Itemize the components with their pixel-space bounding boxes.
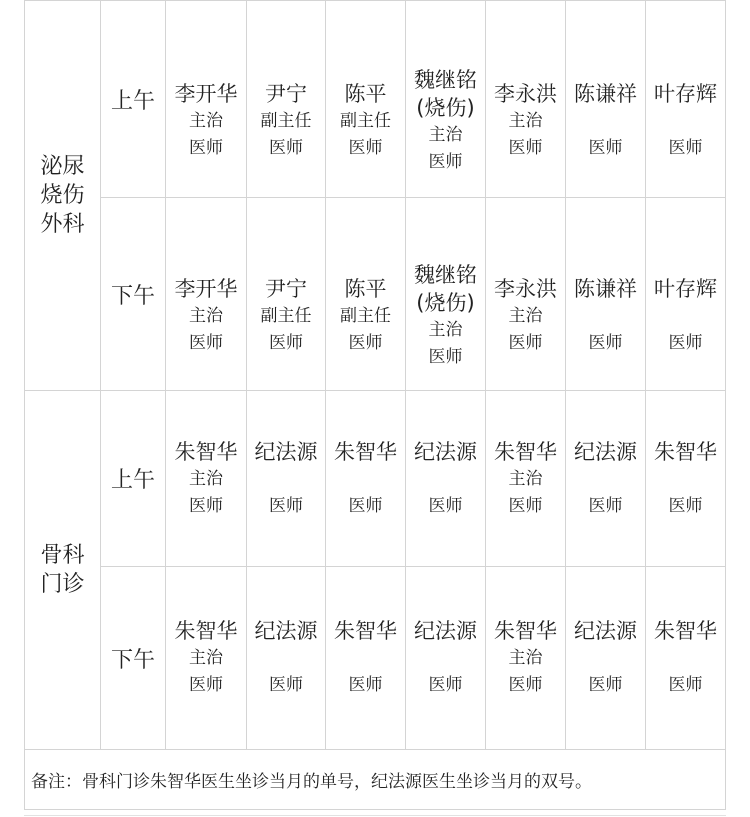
session-label: 上午 [101, 391, 166, 567]
cell-padding [166, 36, 246, 80]
doctor-name: 魏继铭 [414, 68, 477, 92]
doctor-name-note: (烧伤) [416, 291, 475, 315]
doctor-title-suffix: 医师 [269, 333, 303, 353]
doctor-title: 副主任 [260, 306, 312, 326]
doctor-title-suffix: 医师 [508, 675, 543, 695]
doctor-cell [406, 1, 486, 198]
doctor-title: 副主任 [260, 111, 312, 131]
doctor-title-blank [646, 645, 725, 672]
department-name-line: 外科 [40, 212, 85, 237]
doctor-cell [166, 198, 247, 391]
doctor-title-suffix: 医师 [428, 347, 463, 367]
doctor-cell [326, 1, 406, 198]
doctor-name-note: (烧伤) [416, 96, 475, 120]
doctor-title: 主治 [428, 320, 463, 340]
cell-padding [486, 36, 565, 80]
doctor-cell [486, 391, 566, 567]
doctor-title: 主治 [508, 306, 543, 326]
department-name-line: 骨科 [40, 543, 85, 568]
department-cell [25, 1, 101, 391]
cell-padding [566, 231, 645, 275]
doctor-title-blank [646, 303, 725, 330]
doctor-title-suffix: 医师 [588, 138, 623, 158]
doctor-title-suffix: 医师 [189, 675, 223, 695]
doctor-title-suffix: 医师 [348, 138, 383, 158]
doctor-title-suffix: 医师 [588, 495, 623, 516]
doctor-title: 主治 [189, 648, 223, 668]
doctor-name: 叶存辉 [654, 82, 717, 106]
doctor-title-blank [247, 645, 325, 672]
doctor-name: 朱智华 [654, 619, 717, 643]
schedule-row [25, 391, 726, 567]
doctor-title-suffix: 医师 [189, 138, 223, 158]
doctor-name: 李开华 [174, 82, 238, 106]
doctor-title-suffix: 医师 [508, 138, 543, 158]
doctor-title-blank [646, 466, 725, 493]
cell-padding [646, 36, 725, 80]
bottom-divider [24, 815, 726, 816]
doctor-cell [486, 567, 566, 750]
schedule-table [24, 0, 726, 810]
doctor-cell [166, 391, 247, 567]
department-cell [25, 391, 101, 750]
doctor-title: 副主任 [340, 111, 391, 131]
doctor-cell [326, 198, 406, 391]
doctor-title-blank [646, 108, 725, 135]
schedule-body [25, 1, 726, 810]
schedule-row [25, 1, 726, 198]
doctor-name: 陈谦祥 [574, 277, 637, 301]
doctor-title: 主治 [508, 468, 543, 489]
doctor-title-blank [566, 303, 645, 330]
department-name-line: 烧伤 [40, 183, 85, 208]
doctor-name: 尹宁 [265, 277, 307, 301]
doctor-name: 纪法源 [414, 439, 477, 464]
doctor-name: 朱智华 [174, 439, 238, 464]
doctor-title-blank [326, 466, 405, 493]
doctor-title-suffix: 医师 [508, 333, 543, 353]
doctor-cell [566, 391, 646, 567]
cell-padding [326, 36, 405, 80]
doctor-title-blank [326, 645, 405, 672]
doctor-title-blank [566, 108, 645, 135]
doctor-cell [486, 198, 566, 391]
doctor-cell [646, 198, 726, 391]
doctor-name: 纪法源 [254, 619, 318, 643]
doctor-cell [247, 391, 326, 567]
doctor-cell [646, 567, 726, 750]
doctor-cell [646, 391, 726, 567]
doctor-name: 尹宁 [265, 82, 307, 106]
doctor-title-suffix: 医师 [269, 138, 303, 158]
doctor-title-suffix: 医师 [348, 495, 383, 516]
doctor-title-suffix: 医师 [269, 675, 303, 695]
doctor-title-suffix: 医师 [269, 495, 303, 516]
doctor-cell [566, 198, 646, 391]
doctor-title-blank [406, 645, 485, 672]
doctor-cell [566, 1, 646, 198]
doctor-name: 纪法源 [254, 439, 318, 464]
doctor-cell [247, 198, 326, 391]
department-name-line: 门诊 [40, 572, 85, 597]
doctor-name: 朱智华 [494, 439, 557, 464]
cell-padding [326, 231, 405, 275]
doctor-name: 纪法源 [414, 619, 477, 643]
session-label: 上午 [101, 1, 166, 198]
doctor-cell [247, 1, 326, 198]
doctor-name: 纪法源 [574, 619, 637, 643]
doctor-name: 朱智华 [174, 619, 238, 643]
doctor-name: 李永洪 [494, 277, 557, 301]
cell-padding [247, 231, 325, 275]
doctor-name: 陈平 [344, 82, 387, 106]
doctor-title-suffix: 医师 [428, 152, 463, 172]
doctor-name: 朱智华 [334, 619, 397, 643]
cell-padding [166, 231, 246, 275]
doctor-title-suffix: 医师 [668, 138, 703, 158]
doctor-title-suffix: 医师 [508, 495, 543, 516]
doctor-title-suffix: 医师 [189, 495, 223, 516]
doctor-title: 主治 [508, 648, 543, 668]
doctor-cell [166, 1, 247, 198]
doctor-title-blank [406, 466, 485, 493]
doctor-title: 副主任 [340, 306, 391, 326]
doctor-title: 主治 [428, 125, 463, 145]
doctor-title: 主治 [189, 111, 223, 131]
doctor-cell [326, 567, 406, 750]
doctor-title-suffix: 医师 [348, 675, 383, 695]
doctor-title-suffix: 医师 [668, 675, 703, 695]
doctor-name: 叶存辉 [654, 277, 717, 301]
doctor-cell [326, 391, 406, 567]
cell-padding [406, 22, 485, 66]
doctor-cell [486, 1, 566, 198]
doctor-title-blank [247, 466, 325, 493]
cell-padding [566, 36, 645, 80]
doctor-title: 主治 [508, 111, 543, 131]
cell-padding [646, 231, 725, 275]
doctor-name: 朱智华 [494, 619, 557, 643]
doctor-cell [406, 567, 486, 750]
cell-padding [406, 217, 485, 261]
session-label: 下午 [101, 567, 166, 750]
doctor-title-suffix: 医师 [588, 333, 623, 353]
department-name-line: 泌尿 [40, 154, 85, 179]
doctor-title-suffix: 医师 [428, 495, 463, 516]
cell-padding [247, 36, 325, 80]
doctor-title-suffix: 医师 [189, 333, 223, 353]
doctor-cell [406, 391, 486, 567]
schedule-note: 备注：骨科门诊朱智华医生坐诊当月的单号，纪法源医生坐诊当月的双号。 [25, 750, 726, 810]
doctor-cell [646, 1, 726, 198]
session-label: 下午 [101, 198, 166, 391]
doctor-title-blank [566, 645, 645, 672]
doctor-name: 李开华 [174, 277, 238, 301]
schedule-row [25, 198, 726, 391]
doctor-name: 朱智华 [334, 439, 397, 464]
doctor-title-blank [566, 466, 645, 493]
note-row [25, 750, 726, 810]
doctor-cell [166, 567, 247, 750]
cell-padding [486, 231, 565, 275]
doctor-title-suffix: 医师 [348, 333, 383, 353]
doctor-cell [247, 567, 326, 750]
doctor-name: 朱智华 [654, 439, 717, 464]
doctor-name: 陈平 [344, 277, 387, 301]
doctor-cell [406, 198, 486, 391]
doctor-name: 魏继铭 [414, 263, 477, 287]
doctor-name: 李永洪 [494, 82, 557, 106]
doctor-title: 主治 [189, 306, 223, 326]
schedule-row [25, 567, 726, 750]
doctor-title: 主治 [189, 468, 223, 489]
doctor-name: 纪法源 [574, 439, 637, 464]
doctor-title-suffix: 医师 [668, 495, 703, 516]
doctor-title-suffix: 医师 [428, 675, 463, 695]
doctor-cell [566, 567, 646, 750]
doctor-name: 陈谦祥 [574, 82, 637, 106]
doctor-title-suffix: 医师 [588, 675, 623, 695]
doctor-title-suffix: 医师 [668, 333, 703, 353]
